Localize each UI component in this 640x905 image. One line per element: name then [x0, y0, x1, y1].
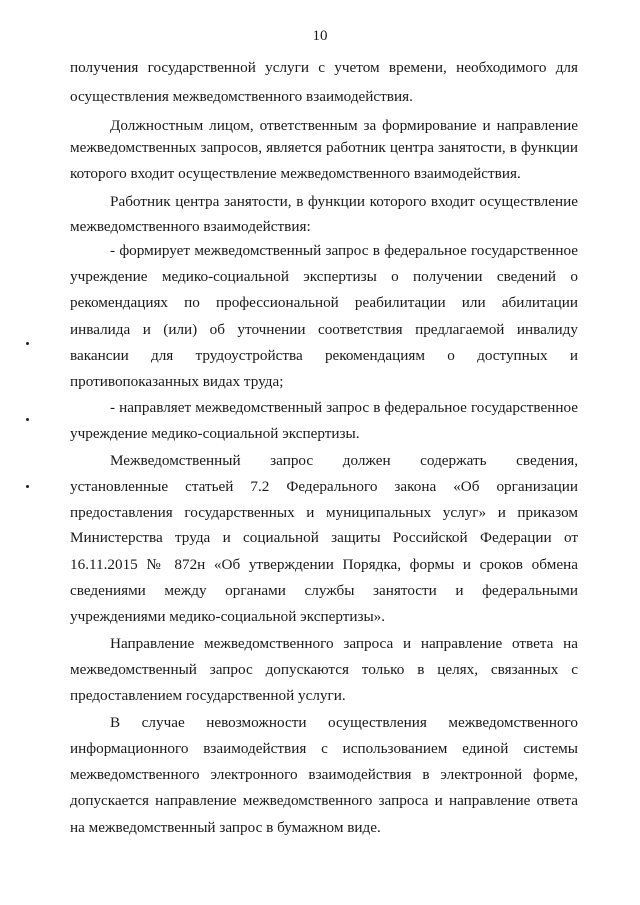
text-line: установленные статьей 7.2 Федерального закона «Об организации — [70, 478, 578, 495]
text-line: Должностным лицом, ответственным за формирование и направление — [110, 117, 578, 134]
text-line: получения государственной услуги с учетом времени, необходимого для — [70, 59, 578, 76]
text-line: инвалида и (или) об уточнении соответствия предлагаемой инвалиду — [70, 321, 578, 338]
text-line: учреждение медико-социальной экспертизы о получении сведений о — [70, 268, 578, 285]
text-line: осуществления межведомственного взаимодействия. — [70, 88, 413, 105]
margin-mark — [26, 485, 29, 488]
text-line: вакансии для трудоустройства рекомендациям о доступных и — [70, 347, 578, 364]
margin-mark — [26, 342, 29, 345]
page-number: 10 — [312, 28, 328, 44]
text-line: предоставления государственных и муниципальных услуг» и приказом — [70, 504, 578, 521]
text-line: В случае невозможности осуществления межведомственного — [110, 714, 578, 731]
text-line: сведениями между органами службы занятости и федеральными — [70, 582, 578, 599]
text-line: межведомственных запросов, является работник центра занятости, в функции — [70, 139, 578, 156]
text-line: Работник центра занятости, в функции которого входит осуществление — [110, 193, 578, 210]
text-line: допускается направление межведомственного запроса и направление ответа — [70, 792, 578, 809]
text-line: межведомственный запрос допускаются только в целях, связанных с — [70, 661, 578, 678]
text-line: Межведомственный запрос должен содержать сведения, — [110, 452, 578, 469]
text-line: межведомственного взаимодействия: — [70, 218, 311, 235]
text-line: межведомственного электронного взаимодействия в электронной форме, — [70, 766, 578, 783]
text-line: рекомендациях по профессиональной реабилитации или абилитации — [70, 294, 578, 311]
text-line: учреждение медико-социальной экспертизы. — [70, 425, 360, 442]
text-line: Министерства труда и социальной защиты Российской Федерации от — [70, 529, 578, 546]
text-line: на межведомственный запрос в бумажном виде. — [70, 819, 381, 836]
text-line: учреждениями медико-социальной экспертизы». — [70, 608, 386, 625]
margin-mark — [26, 418, 29, 421]
text-line: которого входит осуществление межведомственного взаимодействия. — [70, 165, 521, 182]
text-line: предоставлением государственной услуги. — [70, 687, 346, 704]
text-line: 16.11.2015 № 872н «Об утверждении Порядка, формы и сроков обмена — [70, 556, 578, 573]
text-line: противопоказанных видах труда; — [70, 373, 284, 390]
text-line: Направление межведомственного запроса и направление ответа на — [110, 635, 578, 652]
text-line: - направляет межведомственный запрос в федеральное государственное — [110, 399, 578, 416]
text-line: - формирует межведомственный запрос в федеральное государственное — [110, 242, 578, 259]
text-line: информационного взаимодействия с использованием единой системы — [70, 740, 578, 757]
